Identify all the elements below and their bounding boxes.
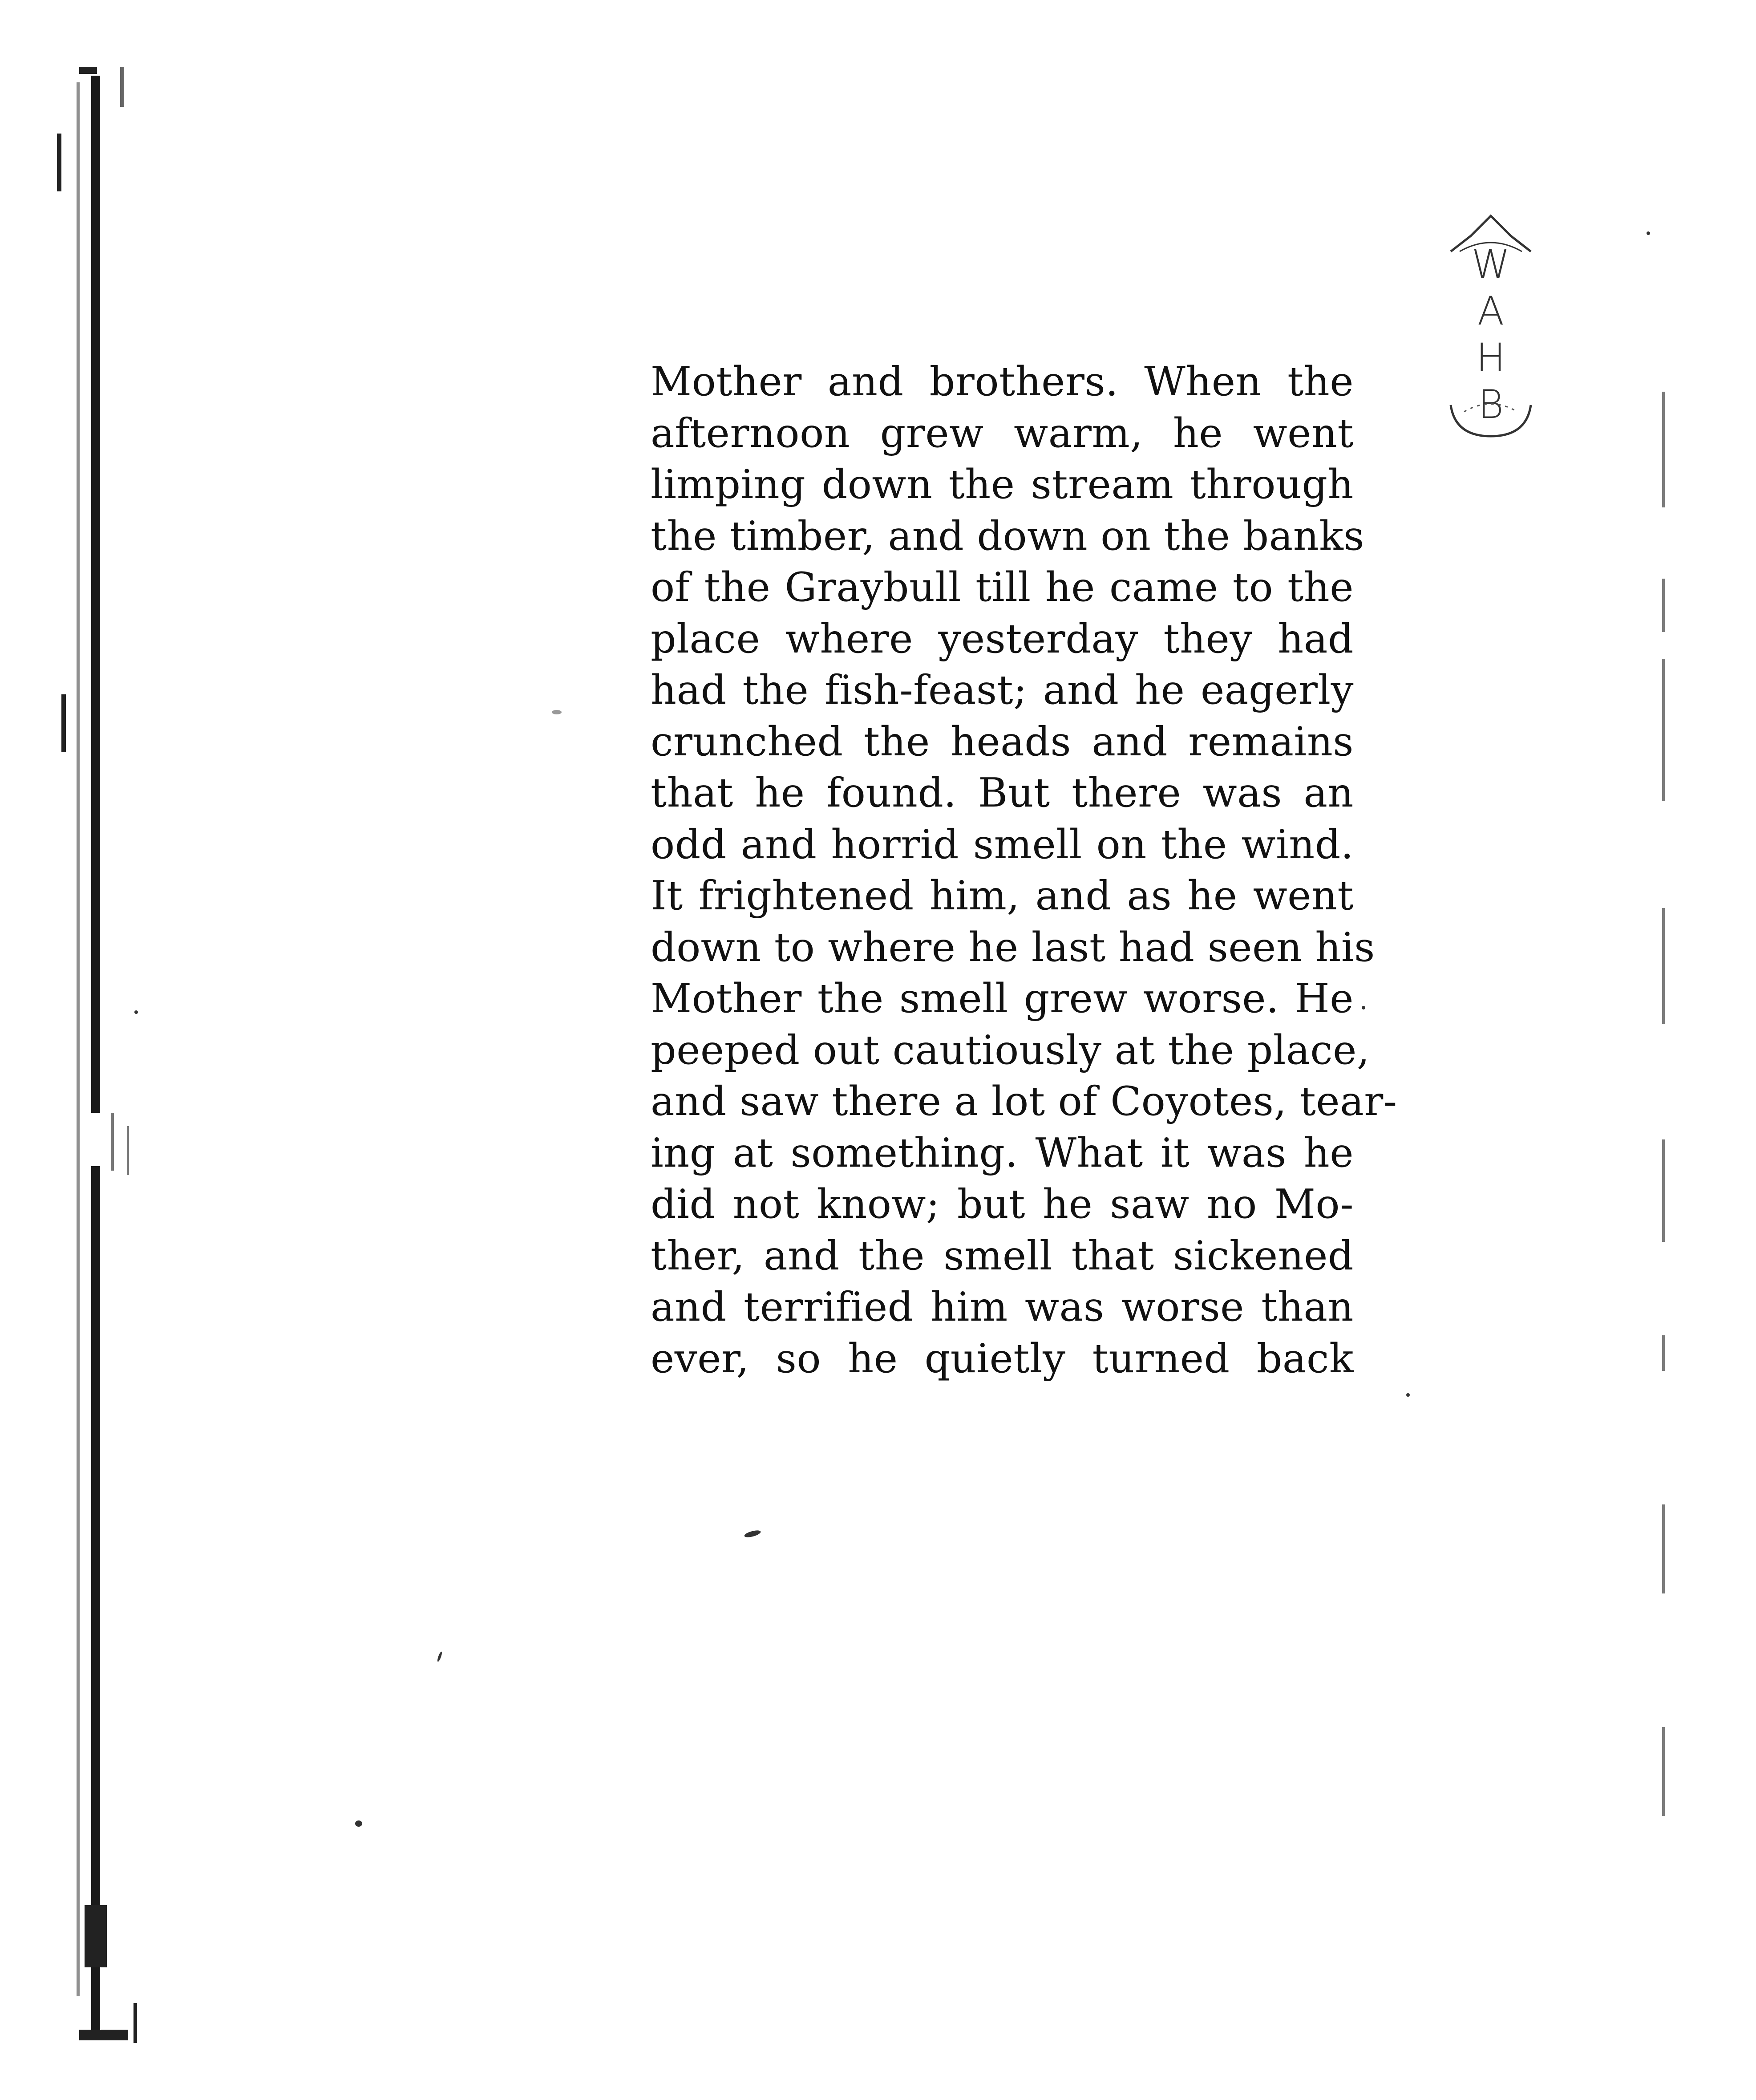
right-edge-line: [1662, 1139, 1665, 1242]
binding-mark-paren-1: [57, 134, 61, 191]
wahb-monogram: [1446, 209, 1535, 441]
binding-mark-bottom-2: [134, 2003, 137, 2043]
text-line: and terrified him was worse than: [651, 1284, 1354, 1330]
monogram-letter-h: H: [1476, 335, 1506, 381]
text-line: did not know; but he saw no Mo-: [651, 1181, 1354, 1228]
speck: [744, 1529, 761, 1538]
text-line: of the Graybull till he came to the: [651, 564, 1354, 611]
text-line: ing at something. What it was he: [651, 1129, 1354, 1176]
body-text: [651, 356, 1397, 1384]
speck: [1406, 1393, 1410, 1397]
binding-mark-lower: [85, 1905, 107, 1967]
right-edge-line: [1662, 1335, 1665, 1371]
text-line: that he found. But there was an: [651, 770, 1354, 816]
speck: [355, 1820, 362, 1827]
text-line: place where yesterday they had: [651, 615, 1354, 662]
text-line: the timber, and down on the banks: [651, 512, 1364, 559]
text-line: ever, so he quietly turned back: [651, 1335, 1354, 1382]
binding-mark-paren-2: [61, 694, 66, 752]
monogram-letter-a: A: [1477, 288, 1505, 334]
text-line: Mother and brothers. When the: [651, 358, 1354, 405]
binding-mark-mid-2: [127, 1126, 129, 1175]
right-edge-line: [1662, 579, 1665, 632]
text-line: peeped out cautiously at the place,: [651, 1026, 1370, 1074]
monogram-letter-b: B: [1478, 381, 1504, 427]
text-line: ther, and the smell that sickened: [651, 1232, 1354, 1279]
binding-mark-mid: [111, 1113, 114, 1171]
text-line: afternoon grew warm, he went: [651, 409, 1354, 457]
speck: [1362, 1006, 1365, 1009]
binding-mark-top: [79, 67, 97, 74]
speck: [437, 1651, 443, 1662]
text-line: crunched the heads and remains: [651, 718, 1354, 765]
monogram-base-icon: [1446, 381, 1535, 441]
speck: [134, 1010, 138, 1014]
right-edge-line: [1662, 392, 1665, 507]
speck: [552, 710, 562, 714]
binding-gap: [89, 1113, 104, 1166]
text-line: and saw there a lot of Coyotes, tear-: [651, 1078, 1397, 1125]
binding-mark-bottom: [79, 2030, 128, 2040]
right-edge-line: [1662, 1727, 1665, 1816]
monogram-letter-w: W: [1471, 241, 1510, 287]
text-line: limping down the stream through: [651, 461, 1354, 508]
text-line: down to where he last had seen his: [651, 924, 1375, 971]
speck: [1647, 231, 1650, 235]
right-edge-line: [1662, 908, 1665, 1024]
binding-edge: [91, 76, 100, 2039]
text-line: Mother the smell grew worse. He: [651, 975, 1354, 1022]
right-edge-line: [1662, 659, 1665, 801]
right-edge-line: [1662, 1504, 1665, 1593]
binding-mark-bracket: [120, 67, 124, 107]
text-line: had the fish-feast; and he eagerly: [651, 667, 1354, 714]
text-line: It frightened him, and as he went: [651, 872, 1354, 919]
text-line: odd and horrid smell on the wind.: [651, 821, 1354, 868]
binding-shadow-line: [77, 82, 80, 1996]
